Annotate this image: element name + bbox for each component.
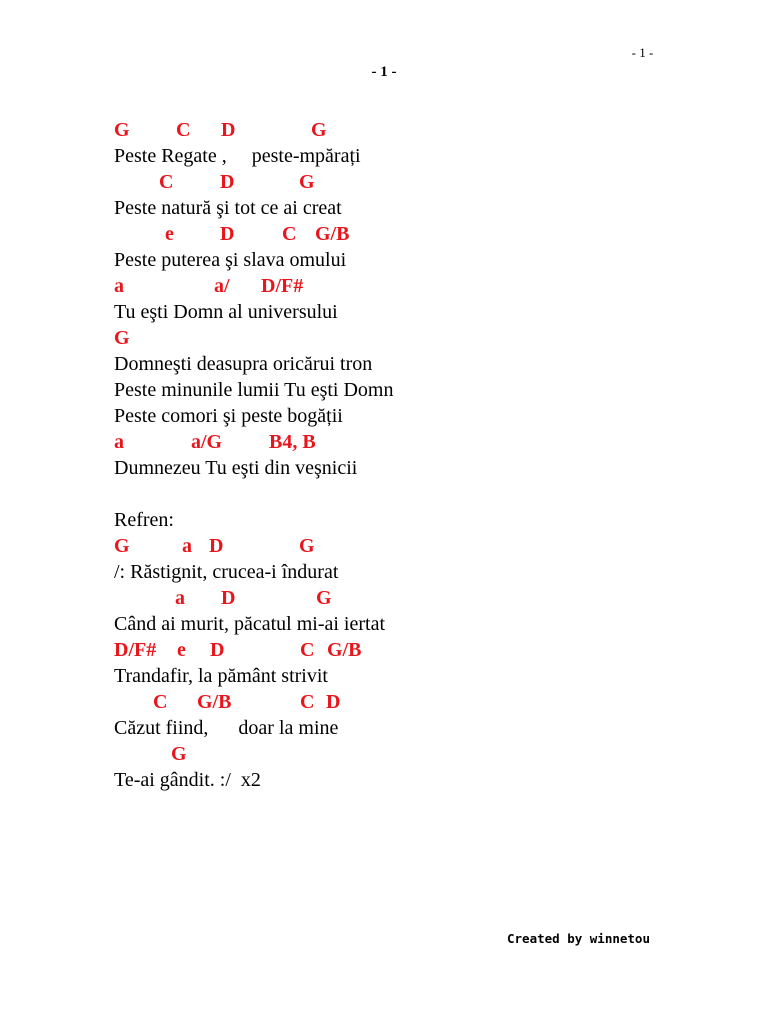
- lyric-line: Peste comori şi peste bogății: [114, 405, 343, 427]
- chord-label: D: [221, 587, 236, 609]
- chord-label: G: [299, 535, 315, 557]
- lyric-line: Dumnezeu Tu eşti din veşnicii: [114, 457, 358, 479]
- chord-label: D/F#: [261, 275, 304, 297]
- lyric-line: Când ai murit, păcatul mi-ai iertat: [114, 613, 386, 635]
- chord-label: e: [165, 223, 174, 245]
- chord-label: G: [316, 587, 332, 609]
- chord-label: G: [299, 171, 315, 193]
- header-page-number: - 1 -: [631, 45, 654, 60]
- chord-label: C: [153, 691, 168, 713]
- lyric-line: Peste natură şi tot ce ai creat: [114, 197, 342, 219]
- chord-label: B4, B: [269, 431, 316, 453]
- chord-label: G/B: [315, 223, 350, 245]
- chord-label: a/: [214, 275, 230, 297]
- lyric-line: Peste puterea şi slava omului: [114, 249, 347, 271]
- lyric-line: Peste minunile lumii Tu eşti Domn: [114, 379, 394, 401]
- refrain-heading: Refren:: [114, 509, 174, 531]
- page-title-number: - 1 -: [371, 64, 397, 80]
- chord-label: e: [177, 639, 186, 661]
- chord-label: a: [114, 275, 124, 297]
- chord-label: C: [159, 171, 174, 193]
- chord-label: D: [326, 691, 341, 713]
- chord-label: G/B: [327, 639, 362, 661]
- chord-label: C: [282, 223, 297, 245]
- lyric-line: Căzut fiind, doar la mine: [114, 717, 339, 739]
- footer-credit: Created by winnetou: [507, 931, 650, 946]
- chord-label: a/G: [191, 431, 223, 453]
- lyric-line: Trandafir, la pământ strivit: [114, 665, 328, 687]
- chord-label: C: [300, 691, 315, 713]
- chord-label: a: [114, 431, 124, 453]
- chord-label: D: [220, 223, 235, 245]
- chord-label: G: [114, 119, 130, 141]
- lyric-line: Domneşti deasupra oricărui tron: [114, 353, 373, 375]
- chord-label: D: [220, 171, 235, 193]
- lyric-line: Te-ai gândit. :/ x2: [114, 769, 261, 791]
- chord-label: C: [300, 639, 315, 661]
- chord-label: G/B: [197, 691, 232, 713]
- chord-label: D: [209, 535, 224, 557]
- chord-label: G: [114, 327, 130, 349]
- chord-label: D/F#: [114, 639, 157, 661]
- lyric-line: /: Răstignit, crucea-i îndurat: [114, 561, 339, 583]
- lyric-line: Peste Regate , peste-mpărați: [114, 145, 361, 167]
- chord-label: a: [182, 535, 192, 557]
- lyric-line: Tu eşti Domn al universului: [114, 301, 338, 323]
- chord-label: D: [221, 119, 236, 141]
- chord-label: a: [175, 587, 185, 609]
- chord-label: G: [311, 119, 327, 141]
- chord-label: C: [176, 119, 191, 141]
- chord-label: G: [171, 743, 187, 765]
- chord-label: D: [210, 639, 225, 661]
- chord-label: G: [114, 535, 130, 557]
